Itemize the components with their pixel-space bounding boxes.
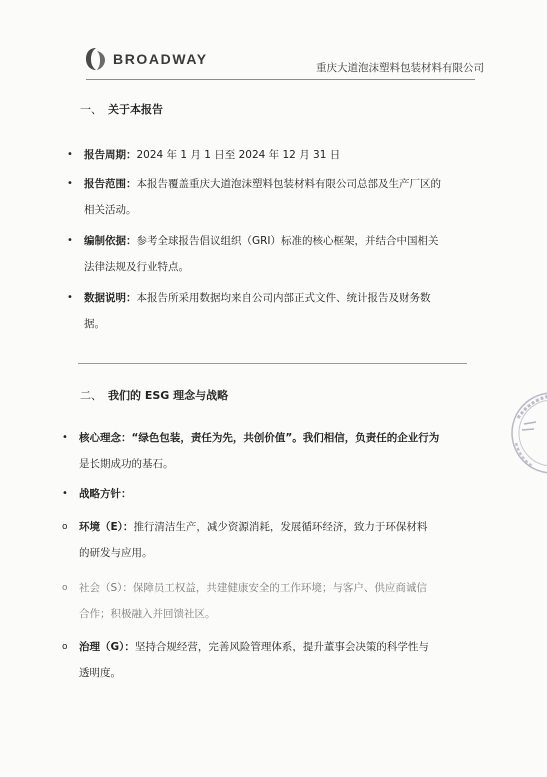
item-text: 本报告所采用数据均来自公司内部正式文件、统计报告及财务数 xyxy=(136,292,431,304)
bullet-marker: • xyxy=(62,432,68,443)
item-text-continued: 的研发与应用。 xyxy=(79,547,153,559)
compilation-basis-item xyxy=(67,228,484,280)
item-label: 报告周期： xyxy=(84,149,137,161)
strategy-item xyxy=(62,481,484,507)
item-text-continued: 透明度。 xyxy=(79,667,121,679)
item-label: 编制依据： xyxy=(84,235,137,247)
bullet-marker: • xyxy=(67,235,73,246)
company-name: 重庆大道泡沫塑料包装材料有限公司 xyxy=(316,62,484,74)
section-title: 我们的 ESG 理念与战略 xyxy=(108,389,229,402)
item-text: 推行清洁生产，减少资源消耗，发展循环经济，致力于环保材料 xyxy=(133,521,428,533)
item-text: 参考全球报告倡议组织（GRI）标准的核心框架，并结合中国相关 xyxy=(136,235,439,247)
environment-item xyxy=(62,514,484,566)
data-statement-item xyxy=(67,285,484,337)
report-scope-item xyxy=(67,171,484,223)
item-label: 治理（G）： xyxy=(79,641,135,653)
item-text-continued: 相关活动。 xyxy=(84,204,137,216)
section-heading-about-report xyxy=(80,101,163,117)
section-number: 二、 xyxy=(80,389,102,402)
header-divider xyxy=(86,79,475,80)
section-heading-esg-strategy xyxy=(80,387,228,403)
item-label: 社会（S）： xyxy=(79,582,133,594)
company-seal-stamp xyxy=(510,388,547,478)
item-text-continued: 据。 xyxy=(84,318,105,330)
social-item xyxy=(62,575,484,627)
bullet-marker: • xyxy=(67,292,73,303)
item-text: 2024 年 1 月 1 日至 2024 年 12 月 31 日 xyxy=(136,149,341,161)
bullet-marker: • xyxy=(67,178,73,189)
section-title: 关于本报告 xyxy=(108,103,163,116)
broadway-logo xyxy=(85,47,208,71)
item-text: 保障员工权益，共建健康安全的工作环境；与客户、供应商诚信 xyxy=(132,582,427,594)
circle-marker: o xyxy=(62,522,68,532)
bullet-marker: • xyxy=(62,488,68,499)
circle-marker: o xyxy=(62,642,68,652)
item-text-continued: 是长期成功的基石。 xyxy=(79,458,174,470)
item-label: 核心理念： xyxy=(79,432,132,444)
governance-item xyxy=(62,634,484,686)
report-period-item xyxy=(67,142,484,168)
item-text: 本报告覆盖重庆大道泡沫塑料包装材料有限公司总部及生产厂区的 xyxy=(136,178,441,190)
item-text: 坚持合规经营，完善风险管理体系，提升董事会决策的科学性与 xyxy=(134,641,429,653)
item-text-continued: 合作；积极融入并回馈社区。 xyxy=(79,608,216,620)
bullet-marker: • xyxy=(67,149,73,160)
item-text: “绿色包装，责任为先，共创价值”。我们相信，负责任的企业行为 xyxy=(131,432,440,444)
item-label: 报告范围： xyxy=(84,178,137,190)
section-number: 一、 xyxy=(80,103,102,116)
logo-text: BROADWAY xyxy=(113,51,208,67)
item-label: 数据说明： xyxy=(84,292,137,304)
section-divider xyxy=(78,363,467,364)
core-philosophy-item xyxy=(62,425,484,477)
item-text-continued: 法律法规及行业特点。 xyxy=(84,261,189,273)
item-label: 战略方针： xyxy=(79,488,132,500)
broadway-logo-mark-icon xyxy=(85,47,107,71)
circle-marker: o xyxy=(62,583,68,593)
item-label: 环境（E）： xyxy=(79,521,134,533)
